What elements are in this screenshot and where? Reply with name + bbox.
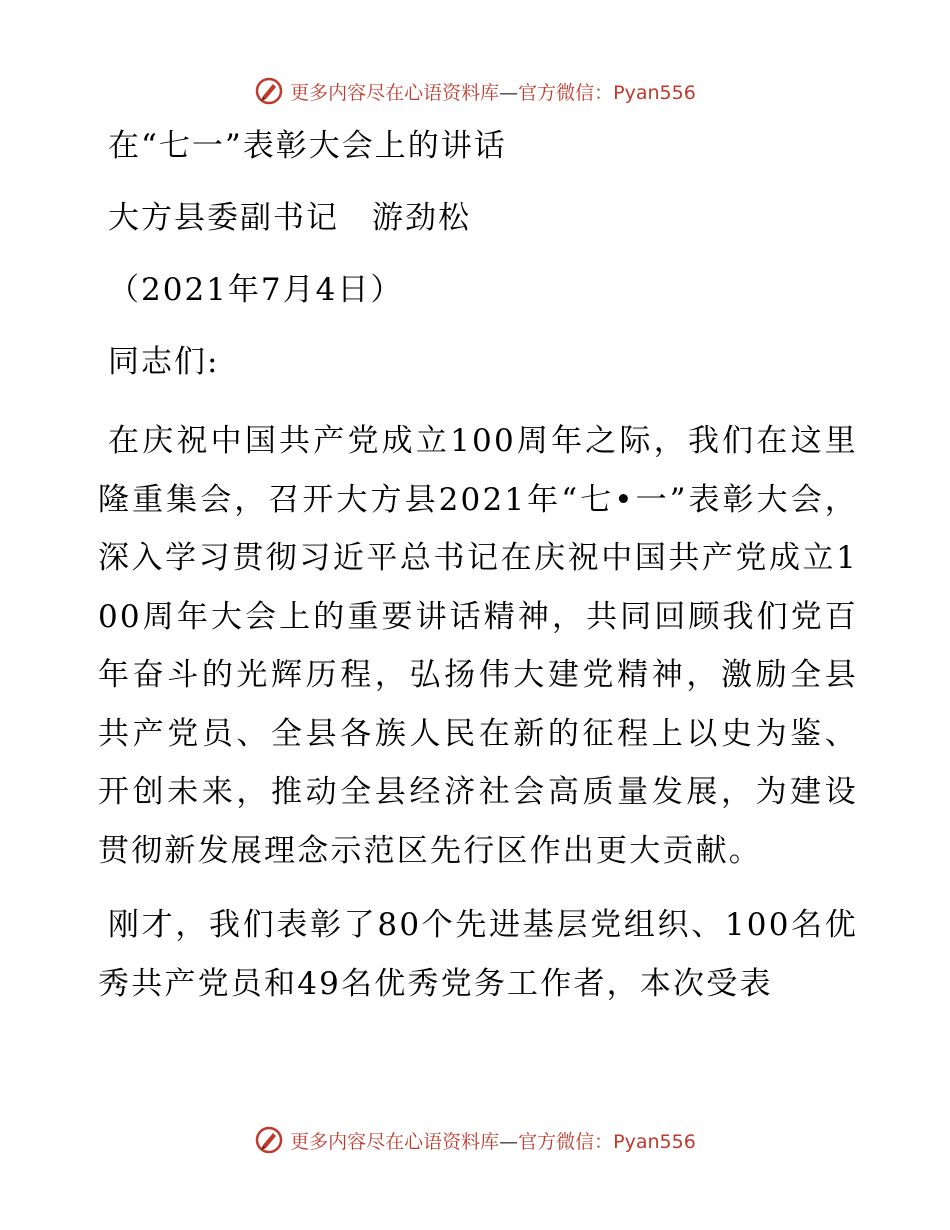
watermark-separator: — <box>499 81 519 104</box>
document-body <box>98 124 858 1029</box>
document-title: 在“七一”表彰大会上的讲话 <box>108 128 507 164</box>
footer-watermark <box>0 1120 950 1160</box>
watermark-text <box>290 1127 696 1154</box>
watermark-wechat: 官方微信：Pyan556 <box>518 1130 696 1153</box>
watermark-slogan: 更多内容尽在心语资料库 <box>290 1130 500 1153</box>
watermark-slogan: 更多内容尽在心语资料库 <box>290 81 500 104</box>
document-salutation: 同志们: <box>108 344 220 380</box>
paragraph: 刚才，我们表彰了80个先进基层党组织、100名优秀共产党员和49名优秀党务工作者，本次受表 <box>98 907 858 1002</box>
pen-logo-icon <box>254 1125 284 1155</box>
paragraph: 在庆祝中国共产党成立100周年之际，我们在这里隆重集会，召开大方县2021年“七•一”表彰大会，深入学习贯彻习近平总书记在庆祝中国共产党成立100周年大会上的重要讲话精神，共同回顾我们党百年奋斗的光辉历程，弘扬伟大建党精神，激励全县共产党员、全县各族人民在新的征程上以史为鉴、开创未来，推动全县经济社会高质量发展，为建设贯彻新发展理念示范区先行区作出更大贡献。 <box>98 423 858 869</box>
watermark-wechat: 官方微信：Pyan556 <box>518 81 696 104</box>
document-date: （2021年7月4日） <box>108 272 404 308</box>
watermark-text <box>290 78 696 105</box>
watermark-separator: — <box>499 1130 519 1153</box>
header-watermark <box>0 71 950 111</box>
pen-logo-icon <box>254 76 284 106</box>
document-author: 大方县委副书记 游劲松 <box>108 200 471 236</box>
